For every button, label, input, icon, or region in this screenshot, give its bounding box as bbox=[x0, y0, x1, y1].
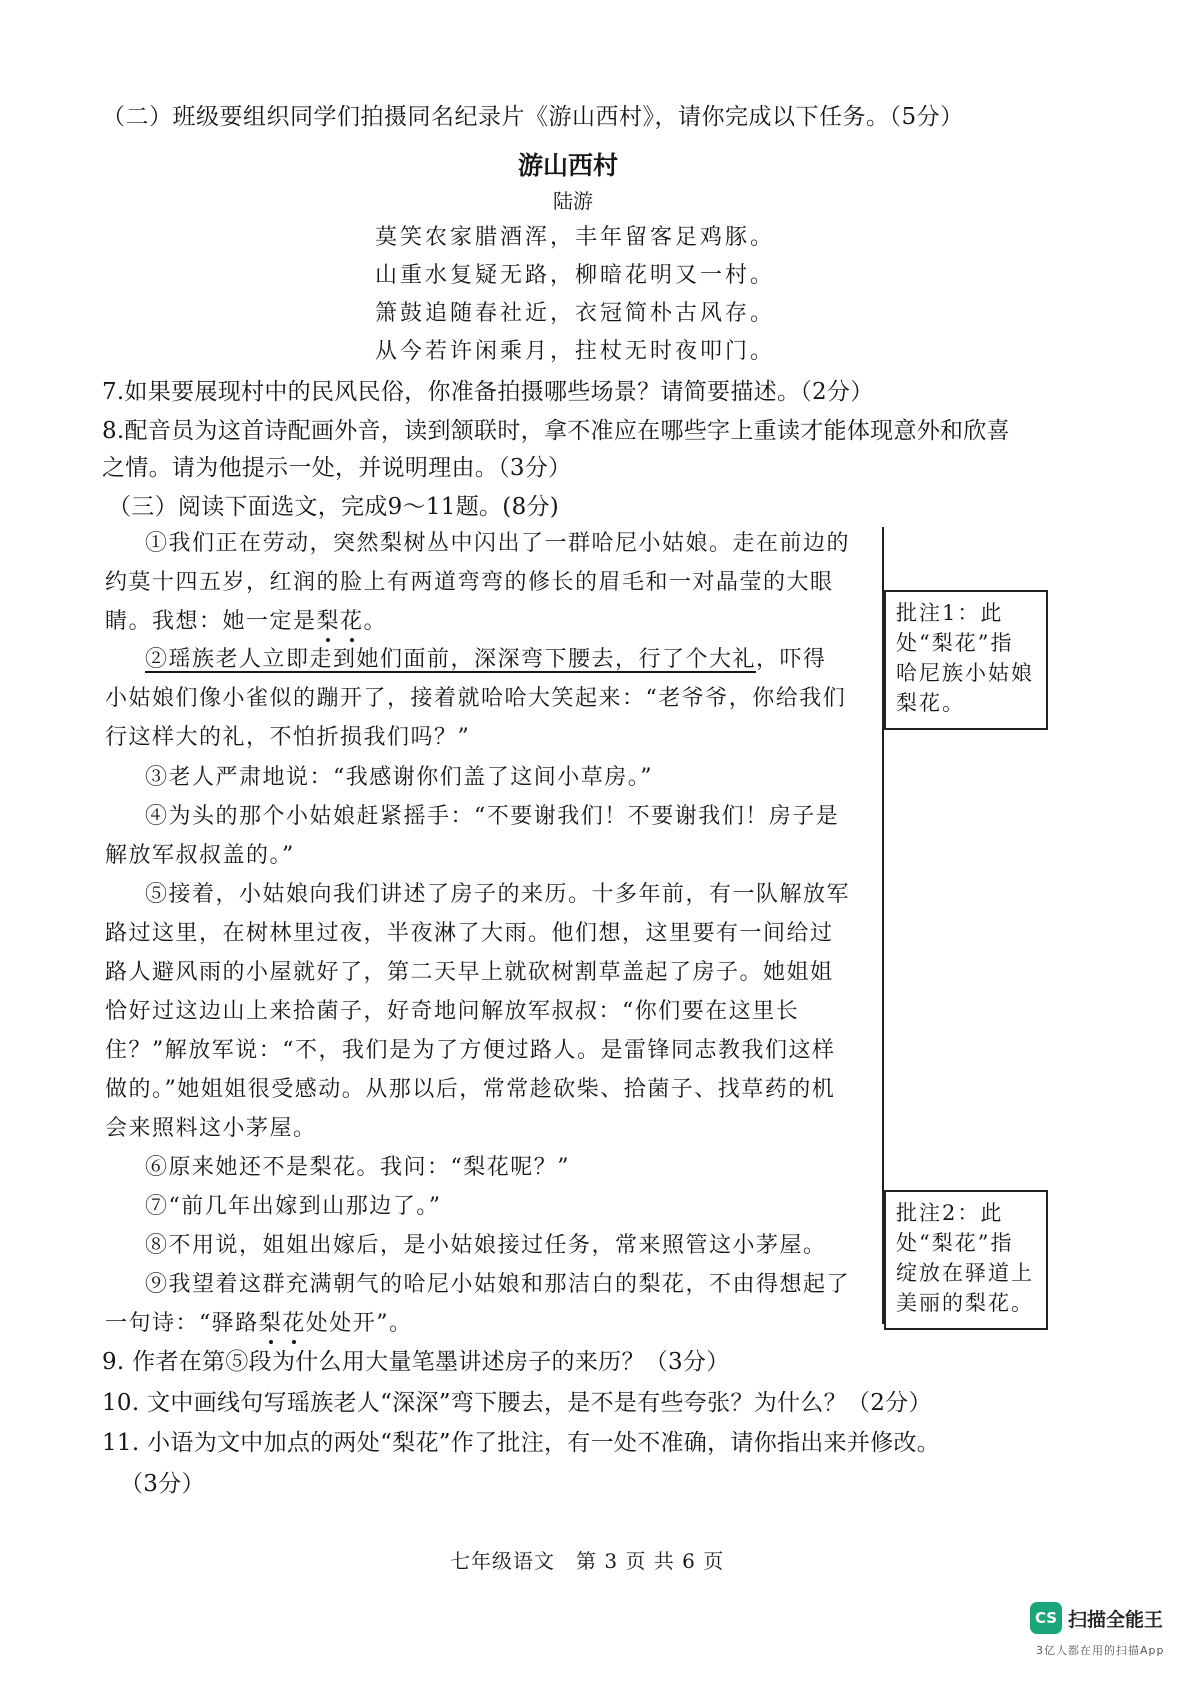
poem-line-1: 莫笑农家腊酒浑，丰年留客足鸡豚。 bbox=[375, 225, 776, 250]
dotted-char: 花 bbox=[282, 1311, 306, 1336]
passage-paragraph-5: ⑤接着，小姑娘向我们讲述了房子的来历。十多年前，有一队解放军路过这里，在树林里过夜，半夜淋了大雨。他们想，这里要有一间给过路人避风雨的小屋就好了，第二天早上就砍树割草盖起了房子。她姐姐恰好过这边山上来拾菌子，好奇地问解放军叔叔：“你们要在这里长住？”解放军说：“不，我们是为了方便过路人。是雷锋同志教我们这样做的。”她姐姐很受感动。从那以后，常常趁砍柴、拾菌子、找草药的机会来照料这小茅屋。 bbox=[105, 882, 851, 1141]
passage-paragraph-9: ⑨我望着这群充满朝气的哈尼小姑娘和那洁白的梨花，不由得想起了一句诗：“驿路梨花处处开”。 bbox=[105, 1272, 851, 1336]
camscanner-logo-icon: CS bbox=[1030, 1602, 1062, 1634]
poem-title: 游山西村 bbox=[518, 151, 619, 180]
poem-line-3: 箫鼓追随春社近，衣冠简朴古风存。 bbox=[375, 301, 776, 326]
poem-line-4: 从今若许闲乘月，拄杖无时夜叩门。 bbox=[375, 339, 776, 364]
passage-paragraph-2: ②瑶族老人立即走到她们面前，深深弯下腰去，行了个大礼，吓得小姑娘们像小雀似的蹦开了，接着就哈哈大笑起来：“老爷爷，你给我们行这样大的礼，不怕折损我们吗？” bbox=[105, 647, 847, 750]
question-8-line-1: 8.配音员为这首诗配画外音，读到颔联时，拿不准应在哪些字上重读才能体现意外和欣喜 bbox=[102, 418, 1010, 444]
dotted-char: 梨 bbox=[316, 609, 341, 634]
dotted-char: 梨 bbox=[258, 1311, 283, 1336]
underlined-sentence: ②瑶族老人立即走到她们面前，深深弯下腰去，行了个大礼 bbox=[145, 647, 757, 672]
page-footer: 七年级语文 第 3 页 共 6 页 bbox=[450, 1549, 725, 1573]
watermark-subtitle: 3亿人都在用的扫描App bbox=[1036, 1644, 1165, 1657]
question-9: 9. 作者在第⑤段为什么用大量笔墨讲述房子的来历？（3分） bbox=[102, 1349, 730, 1375]
dotted-char: 花 bbox=[340, 609, 364, 634]
question-11-line-2: （3分） bbox=[120, 1471, 205, 1497]
section2-heading: （二）班级要组织同学们拍摄同名纪录片《游山西村》，请你完成以下任务。（5分） bbox=[102, 104, 964, 130]
question-7: 7.如果要展现村中的民风民俗，你准备拍摄哪些场景？请简要描述。（2分） bbox=[102, 379, 874, 405]
passage-paragraph-4: ④为头的那个小姑娘赶紧摇手：“不要谢我们！不要谢我们！房子是解放军叔叔盖的。” bbox=[105, 804, 840, 868]
question-11-line-1: 11. 小语为文中加点的两处“梨花”作了批注，有一处不准确，请你指出来并修改。 bbox=[102, 1430, 941, 1456]
annotation-box-2: 批注2：此处“梨花”指绽放在驿道上美丽的梨花。 bbox=[884, 1190, 1048, 1330]
poem-author: 陆游 bbox=[553, 189, 593, 213]
passage-paragraph-1: ①我们正在劳动，突然梨树丛中闪出了一群哈尼小姑娘。走在前边的约莫十四五岁，红润的脸上有两道弯弯的修长的眉毛和一对晶莹的大眼睛。我想：她一定是梨花。 bbox=[105, 531, 851, 634]
passage-paragraph-7: ⑦“前几年出嫁到山那边了。” bbox=[145, 1194, 442, 1219]
passage-paragraph-3: ③老人严肃地说：“我感谢你们盖了这间小草房。” bbox=[145, 765, 653, 790]
section3-heading: （三）阅读下面选文，完成9～11题。(8分) bbox=[108, 494, 560, 520]
passage-paragraph-6: ⑥原来她还不是梨花。我问：“梨花呢？” bbox=[145, 1155, 570, 1180]
watermark-name: 扫描全能王 bbox=[1068, 1609, 1164, 1631]
question-8-line-2: 之情。请为他提示一处，并说明理由。（3分） bbox=[102, 455, 572, 481]
annotation-box-1: 批注1：此处“梨花”指哈尼族小姑娘梨花。 bbox=[884, 590, 1048, 730]
poem-line-2: 山重水复疑无路，柳暗花明又一村。 bbox=[375, 263, 776, 288]
passage-paragraph-8: ⑧不用说，姐姐出嫁后，是小姑娘接过任务，常来照管这小茅屋。 bbox=[145, 1233, 827, 1258]
question-10: 10. 文中画线句写瑶族老人“深深”弯下腰去，是不是有些夸张？为什么？（2分） bbox=[102, 1390, 932, 1416]
